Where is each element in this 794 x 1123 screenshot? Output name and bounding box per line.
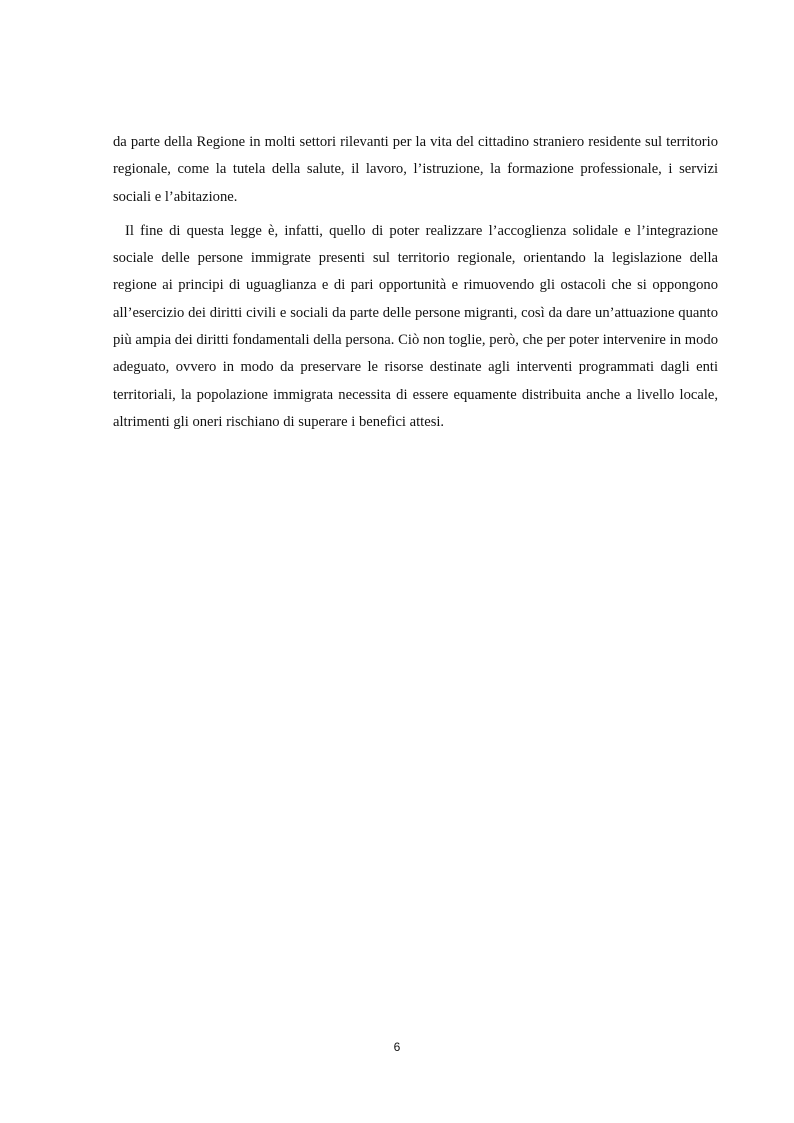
- paragraph-law-purpose: Il fine di questa legge è, infatti, quello di poter realizzare l’accoglienza solidale e l’integrazione sociale delle persone immigrate presenti sul territorio regionale, orientando la legislazione della regione ai principi di uguaglianza e di pari opportunità e rimuovendo gli ostacoli che si oppongono all’esercizio dei diritti civili e sociali da parte delle persone migranti, così da dare un’attuazione quanto più ampia dei diritti fondamentali della persona. Ciò non toglie, però, che per poter intervenire in modo adeguato, ovvero in modo da preservare le risorse destinate agli interventi programmati dagli enti territoriali, la popolazione immigrata necessita di essere equamente distribuita anche a livello locale, altrimenti gli oneri rischiano di superare i benefici attesi.: [113, 222, 718, 430]
- paragraph-continuation: da parte della Regione in molti settori rilevanti per la vita del cittadino straniero residente sul territorio regionale, come la tutela della salute, il lavoro, l’istruzione, la formazione professionale, i servizi sociali e l’abitazione.: [113, 134, 718, 205]
- body-text: [113, 129, 718, 436]
- page-number: 6: [393, 1040, 401, 1054]
